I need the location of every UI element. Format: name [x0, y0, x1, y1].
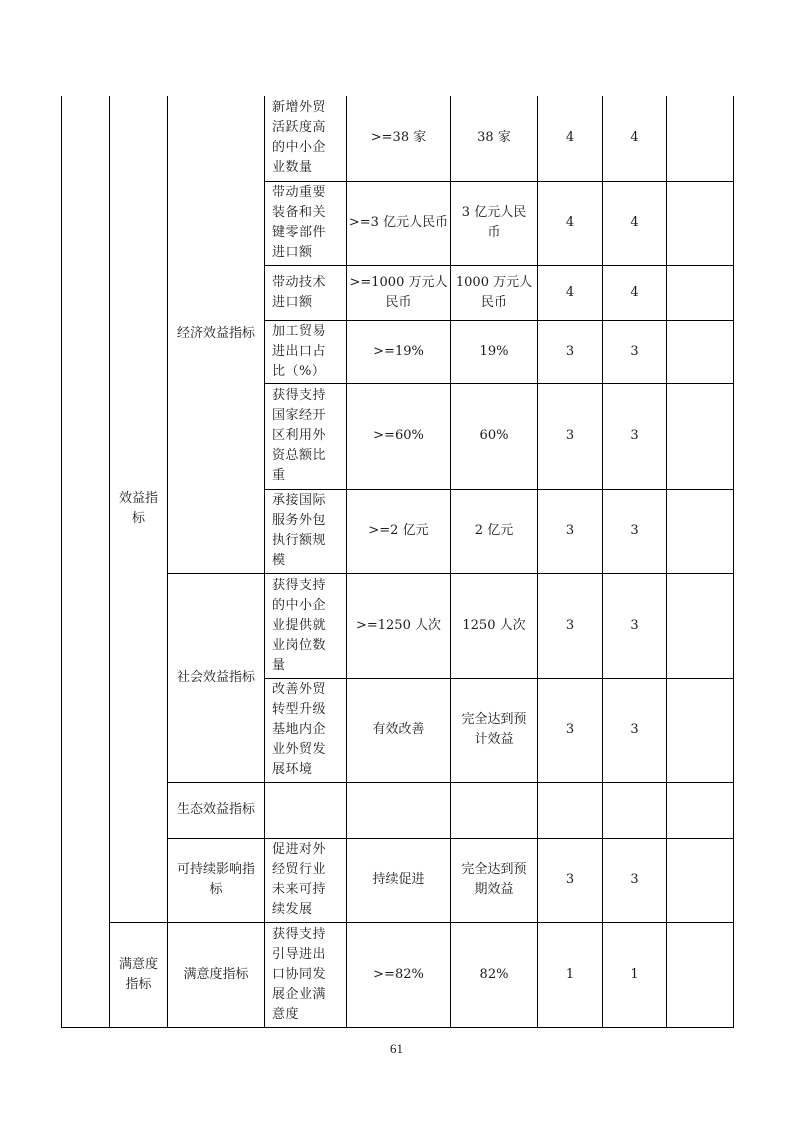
score-cell: 3: [603, 838, 667, 922]
level2-cell-social: [168, 573, 265, 782]
weight-cell: 3: [538, 838, 603, 922]
level2-label-sustainable: 可持续影响指 标: [176, 862, 255, 897]
indicator-cell: 促进对外 经贸行业 未来可持 续发展: [265, 838, 347, 922]
note-cell: [667, 838, 734, 922]
indicator-cell: [265, 782, 347, 838]
target-cell: >=1250 人次: [347, 573, 451, 678]
weight-cell: 3: [538, 383, 603, 489]
score-cell: 1: [603, 922, 667, 1027]
table-row: [62, 922, 734, 1027]
weight-cell: 1: [538, 922, 603, 1027]
note-cell: [667, 96, 734, 181]
target-cell: >=38 家: [347, 96, 451, 181]
score-cell: 3: [603, 320, 667, 383]
note-cell: [667, 678, 734, 782]
level2-label-ecological: 生态效益指标: [176, 802, 255, 817]
level2-cell-satisfaction: [168, 922, 265, 1027]
target-cell: >=82%: [347, 922, 451, 1027]
indicator-cell: 带动技术 进口额: [265, 265, 347, 320]
target-cell: 有效改善: [347, 678, 451, 782]
score-cell: 3: [603, 573, 667, 678]
actual-cell: 3 亿元人民 币: [451, 181, 538, 265]
actual-cell: 2 亿元: [451, 489, 538, 573]
actual-cell: 完全达到预 期效益: [451, 838, 538, 922]
target-cell: >=1000 万元人 民币: [347, 265, 451, 320]
note-cell: [667, 320, 734, 383]
target-cell: >=3 亿元人民币: [347, 181, 451, 265]
level2-cell-ecological: [168, 782, 265, 838]
weight-cell: 4: [538, 96, 603, 181]
score-cell: 4: [603, 181, 667, 265]
indicator-cell: 获得支持 的中小企 业提供就 业岗位数 量: [265, 573, 347, 678]
target-cell: >=19%: [347, 320, 451, 383]
indicator-cell: 承接国际 服务外包 执行额规 模: [265, 489, 347, 573]
actual-cell: 82%: [451, 922, 538, 1027]
note-cell: [667, 489, 734, 573]
weight-cell: 3: [538, 489, 603, 573]
indicator-cell: 获得支持 引导进出 口协同发 展企业满 意度: [265, 922, 347, 1027]
page-number: 61: [390, 1041, 403, 1056]
actual-cell: 1250 人次: [451, 573, 538, 678]
performance-indicator-table: [61, 96, 734, 1028]
actual-cell: 38 家: [451, 96, 538, 181]
weight-cell: 4: [538, 181, 603, 265]
level2-cell-economic: [168, 96, 265, 573]
indicator-cell: 加工贸易 进出口占 比（%）: [265, 320, 347, 383]
note-cell: [667, 922, 734, 1027]
actual-cell: 完全达到预 计效益: [451, 678, 538, 782]
actual-cell: 19%: [451, 320, 538, 383]
weight-cell: 3: [538, 678, 603, 782]
note-cell: [667, 573, 734, 678]
level1-cell-satisfaction: [110, 922, 168, 1027]
target-cell: >=60%: [347, 383, 451, 489]
level1-label-satisfaction: 满意度 指标: [118, 956, 158, 992]
note-cell: [667, 782, 734, 838]
indicator-cell: 获得支持 国家经开 区利用外 资总额比 重: [265, 383, 347, 489]
actual-cell: 60%: [451, 383, 538, 489]
level1-blank-cell: [62, 96, 110, 1027]
actual-cell: 1000 万元人 民币: [451, 265, 538, 320]
note-cell: [667, 265, 734, 320]
weight-cell: [538, 782, 603, 838]
note-cell: [667, 383, 734, 489]
note-cell: [667, 181, 734, 265]
target-cell: >=2 亿元: [347, 489, 451, 573]
score-cell: 3: [603, 383, 667, 489]
level2-label-satisfaction: 满意度指标: [183, 966, 249, 982]
weight-cell: 3: [538, 320, 603, 383]
level1-label-benefit: 效益指 标: [118, 490, 158, 526]
weight-cell: 4: [538, 265, 603, 320]
actual-cell: [451, 782, 538, 838]
score-cell: 4: [603, 96, 667, 181]
level2-label-social: 社会效益指标: [176, 669, 255, 685]
indicator-cell: 改善外贸 转型升级 基地内企 业外贸发 展环境: [265, 678, 347, 782]
target-cell: 持续促进: [347, 838, 451, 922]
target-cell: [347, 782, 451, 838]
level2-cell-sustainable: [168, 838, 265, 922]
score-cell: 3: [603, 489, 667, 573]
level1-cell-benefit: [110, 96, 168, 922]
weight-cell: 3: [538, 573, 603, 678]
score-cell: 3: [603, 678, 667, 782]
indicator-cell: 新增外贸 活跃度高 的中小企 业数量: [265, 96, 347, 181]
indicator-cell: 带动重要 装备和关 键零部件 进口额: [265, 181, 347, 265]
table-row: [62, 96, 734, 181]
score-cell: [603, 782, 667, 838]
score-cell: 4: [603, 265, 667, 320]
level2-label-economic: 经济效益指标: [176, 326, 255, 342]
